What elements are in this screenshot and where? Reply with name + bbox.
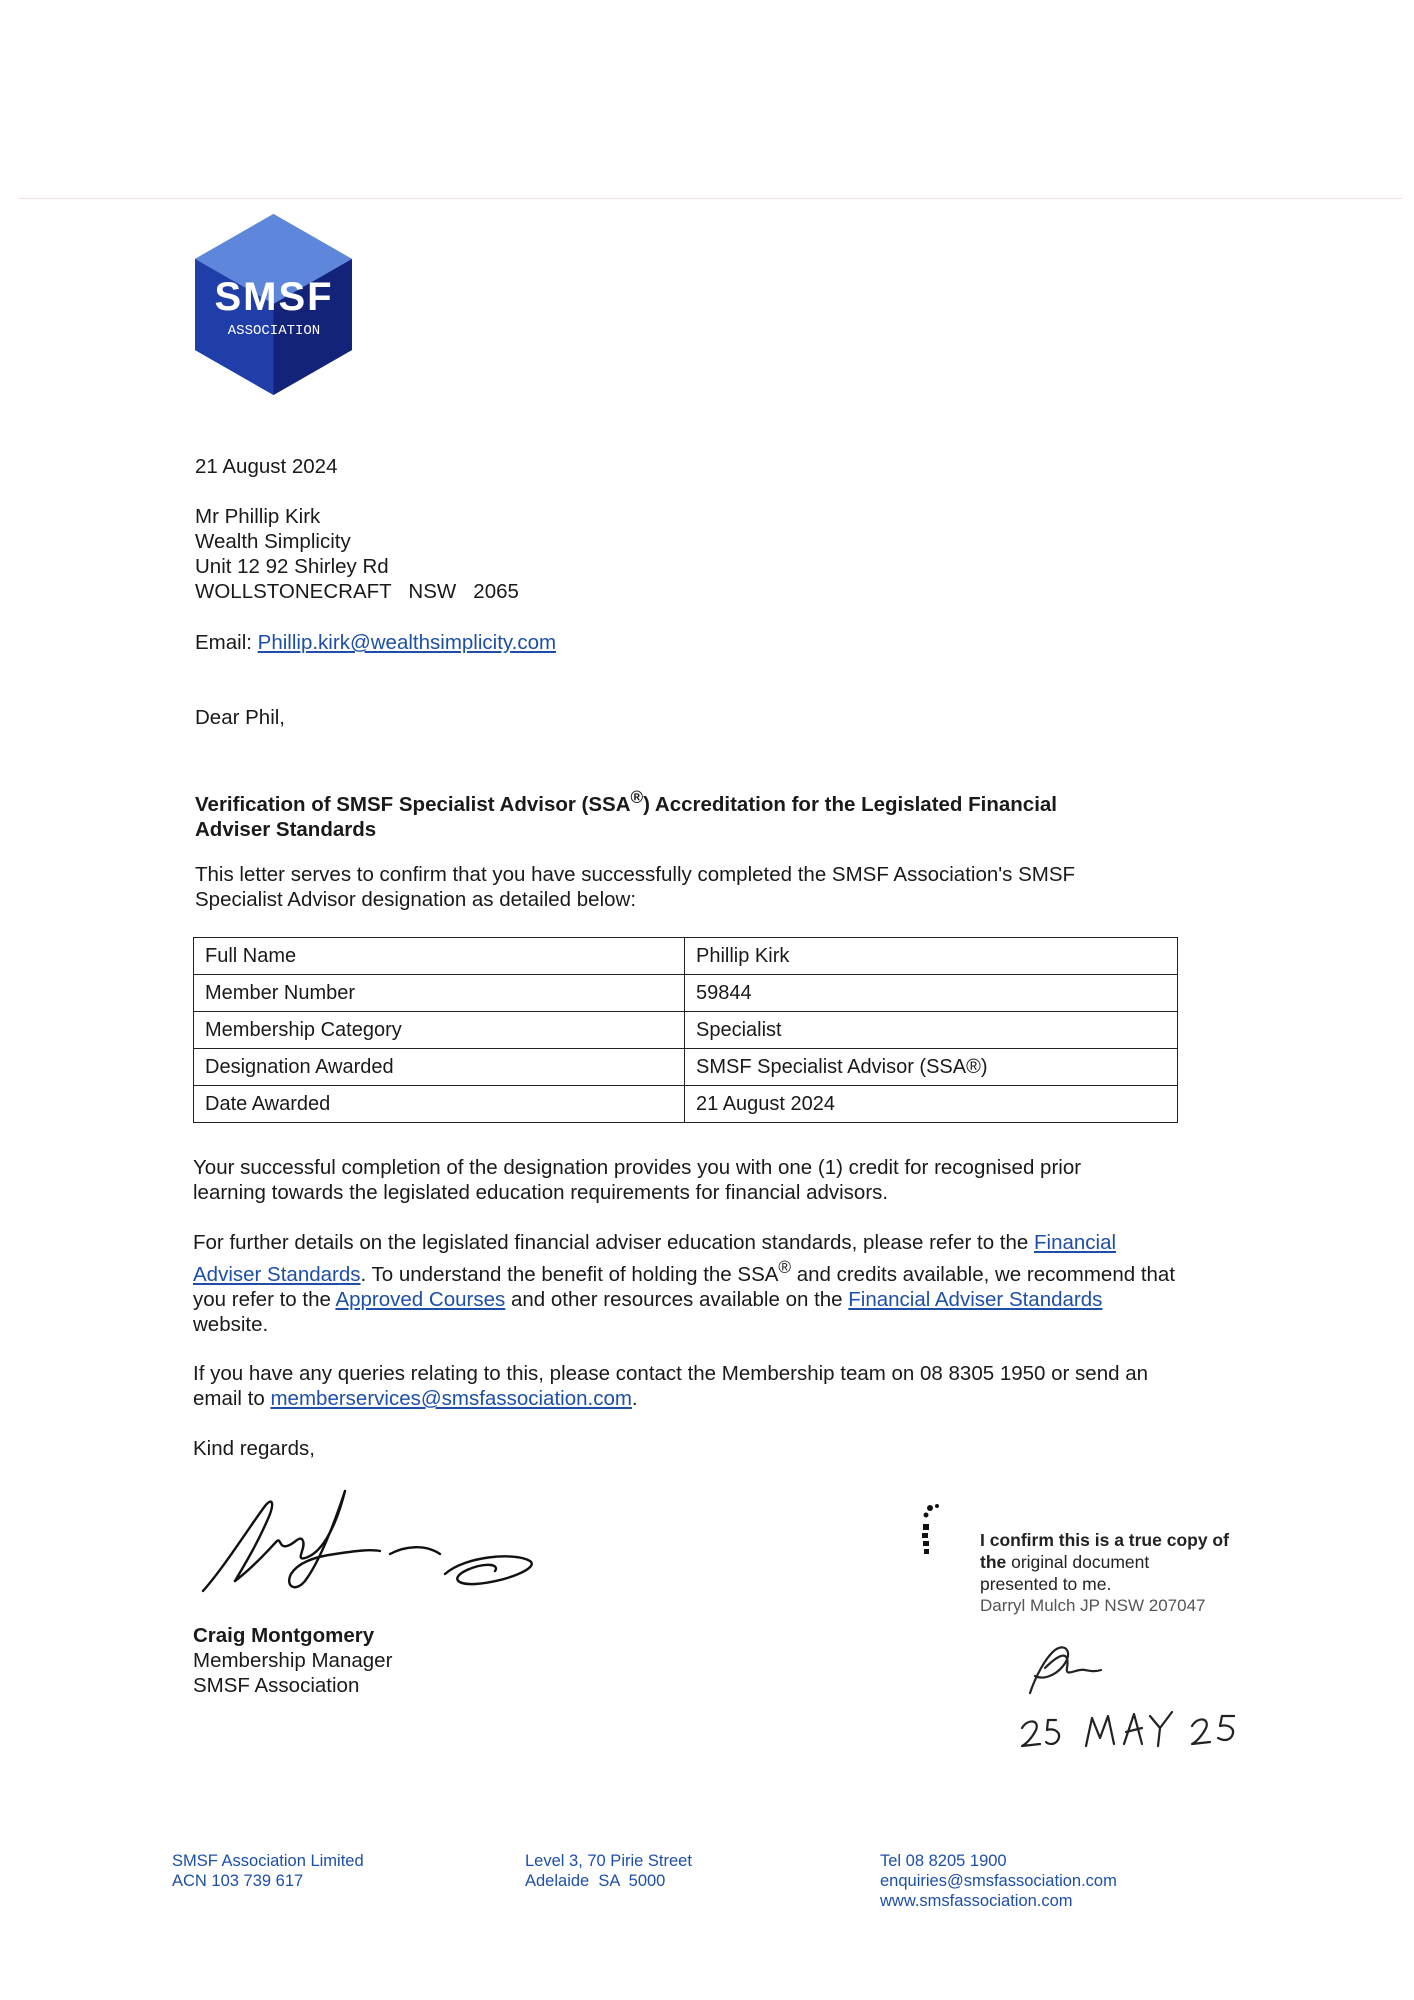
standards-text-5: website. [193, 1312, 269, 1336]
queries-paragraph [193, 1361, 1183, 1411]
registered-mark: ® [778, 1258, 792, 1277]
scan-artifact-line [18, 198, 1402, 199]
details-label: Date Awarded [194, 1086, 685, 1123]
details-value: 59844 [685, 975, 1178, 1012]
signer-title: Membership Manager [193, 1649, 393, 1672]
jp-certification-stamp [980, 1529, 1229, 1617]
queries-text-2: . [631, 1387, 638, 1410]
jp-initials-signature [1015, 1638, 1105, 1700]
queries-text-1: If you have any queries relating to this, please contact the Membership team on 08 8305 1950 or send an email to [193, 1362, 1148, 1410]
recipient-company: Wealth Simplicity [195, 530, 351, 553]
recipient-email-link[interactable]: Phillip.kirk@wealthsimplicity.com [257, 631, 557, 654]
details-row [194, 975, 1178, 1012]
credit-paragraph: Your successful completion of the designation provides you with one (1) credit for recognised prior learning towards the legislated education requirements for financial advisors. [193, 1156, 1082, 1204]
stamp-line-4: Darryl Mulch JP NSW 207047 [980, 1596, 1206, 1615]
heading-text-2: ) Accreditation for the Legislated Financial Adviser Standards [195, 792, 1058, 841]
standards-text-4: and other resources available on the [505, 1287, 849, 1311]
recipient-street: Unit 12 92 Shirley Rd [195, 555, 389, 578]
salutation: Dear Phil, [195, 706, 286, 729]
signer-block [193, 1623, 392, 1698]
registered-mark: ® [630, 788, 644, 807]
handwritten-date [1020, 1700, 1250, 1752]
standards-paragraph [193, 1230, 1183, 1337]
financial-adviser-standards-link[interactable]: Financial Adviser Standards [193, 1231, 1117, 1286]
recipient-city: WOLLSTONECRAFT NSW 2065 [195, 580, 519, 603]
footer-company-name: SMSF Association Limited [172, 1852, 364, 1870]
details-row [194, 1086, 1178, 1123]
memberservices-email-link[interactable]: memberservices@smsfassociation.com [270, 1387, 632, 1410]
standards-text-2: . To understand the benefit of holding the SSA [360, 1262, 779, 1286]
footer-website[interactable]: www.smsfassociation.com [880, 1892, 1073, 1910]
details-label: Membership Category [194, 1012, 685, 1049]
svg-text:SMSF: SMSF [214, 275, 334, 319]
stamp-line-3: presented to me. [980, 1574, 1112, 1594]
details-label: Member Number [194, 975, 685, 1012]
smsf-association-logo [195, 214, 352, 395]
heading-text-1: Verification of SMSF Specialist Advisor (SSA [195, 792, 631, 816]
handwritten-signature [195, 1486, 540, 1596]
closing: Kind regards, [193, 1437, 315, 1460]
footer-email[interactable]: enquiries@smsfassociation.com [880, 1872, 1117, 1890]
signer-name: Craig Montgomery [193, 1624, 375, 1647]
letter-date: 21 August 2024 [195, 455, 338, 478]
details-label: Full Name [194, 938, 685, 975]
details-value: Phillip Kirk [685, 938, 1178, 975]
details-row [194, 1049, 1178, 1086]
stamp-line-2-rest: original document [1006, 1552, 1150, 1572]
stamp-line-1: I confirm this is a true copy of [980, 1530, 1229, 1550]
details-row [194, 938, 1178, 975]
footer-phone: Tel 08 8205 1900 [880, 1852, 1007, 1870]
recipient-address [195, 504, 519, 604]
approved-courses-link[interactable]: Approved Courses [335, 1287, 506, 1311]
details-value: SMSF Specialist Advisor (SSA®) [685, 1049, 1178, 1086]
stamp-mark [910, 1502, 950, 1562]
details-value: 21 August 2024 [685, 1086, 1178, 1123]
signer-org: SMSF Association [193, 1674, 360, 1697]
footer-address [525, 1851, 692, 1891]
standards-text-3: and credits available, we recommend that you refer to the [193, 1262, 1176, 1311]
details-value: Specialist [685, 1012, 1178, 1049]
footer-street: Level 3, 70 Pirie Street [525, 1852, 692, 1870]
details-row [194, 1012, 1178, 1049]
details-table [193, 937, 1178, 1123]
svg-text:ASSOCIATION: ASSOCIATION [227, 323, 321, 339]
footer-contact [880, 1851, 1117, 1911]
intro-paragraph: This letter serves to confirm that you have successfully completed the SMSF Association's SMSF Specialist Advisor designation as detailed below: [195, 863, 1076, 911]
standards-text-1: For further details on the legislated financial adviser education standards, please refer to the [193, 1231, 1034, 1254]
recipient-name: Mr Phillip Kirk [195, 505, 321, 528]
email-label: Email: [195, 631, 252, 654]
stamp-line-2 [980, 1551, 1229, 1573]
letter-heading [195, 785, 1135, 842]
footer-company [172, 1851, 364, 1891]
footer-acn: ACN 103 739 617 [172, 1872, 304, 1890]
stamp-line-2-bold: the [980, 1552, 1007, 1572]
financial-adviser-standards-link-2[interactable]: Financial Adviser Standards [848, 1287, 1103, 1311]
details-label: Designation Awarded [194, 1049, 685, 1086]
email-line [195, 630, 556, 655]
footer-city: Adelaide SA 5000 [525, 1872, 666, 1890]
